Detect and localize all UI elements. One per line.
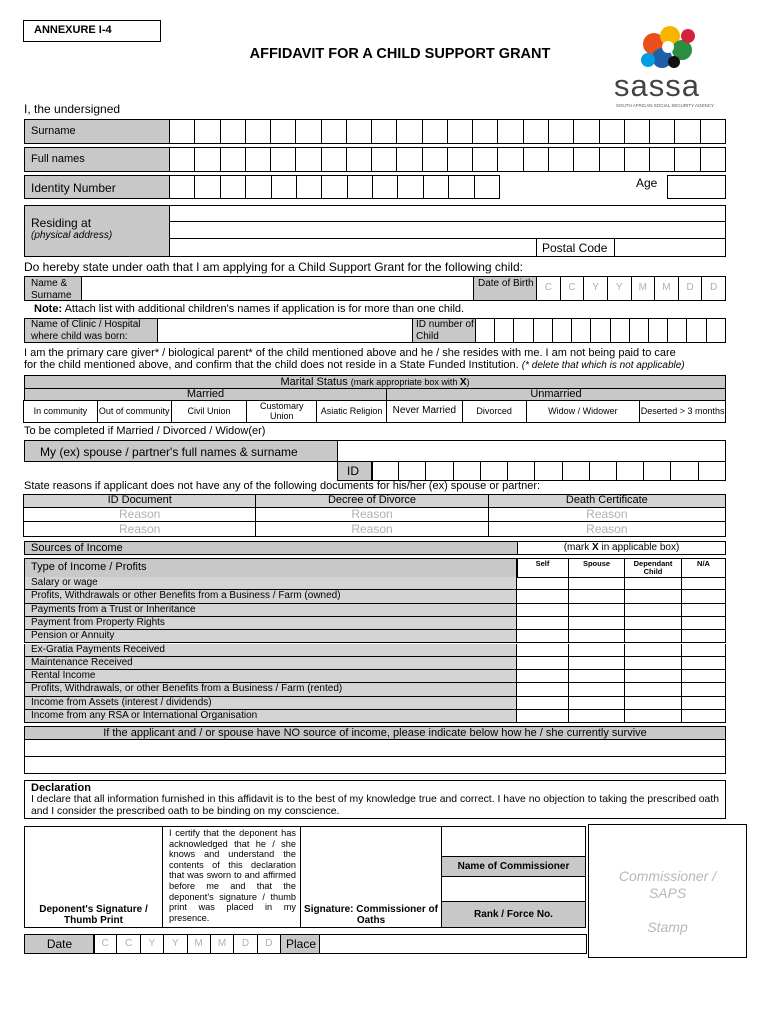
child-id-digit-box[interactable] <box>571 318 591 343</box>
income-row <box>24 644 726 657</box>
surname-char-box[interactable] <box>371 119 397 144</box>
surname-char-box[interactable] <box>245 119 271 144</box>
income-mark-box[interactable] <box>625 590 682 603</box>
doc-header: ID Document <box>23 494 256 508</box>
spouse-id-digit-box[interactable] <box>616 461 644 481</box>
income-mark-box[interactable] <box>625 697 682 710</box>
surname-char-box[interactable] <box>472 119 498 144</box>
income-mark-box[interactable] <box>569 657 625 670</box>
income-mark-box[interactable] <box>682 644 726 657</box>
income-col-header: Self <box>516 558 569 578</box>
marital-option[interactable]: Civil Union <box>171 400 248 423</box>
income-type-label: Ex-Gratia Payments Received <box>24 644 517 657</box>
note-line <box>34 303 464 315</box>
full-names-label: Full names <box>24 147 170 172</box>
child-dob-box[interactable]: M <box>654 276 679 301</box>
marital-options <box>24 400 726 423</box>
declaration-text: I declare that all information furnished in this affidavit is to the best of my knowledge true and correct. I have no objection to taking the prescribed oath and I consider the prescribed oath to be binding on my conscience. <box>31 794 719 817</box>
income-mark-box[interactable] <box>682 590 726 603</box>
doc-header: Death Certificate <box>488 494 726 508</box>
child-id-label: ID number of Child <box>412 318 476 343</box>
address-line-2[interactable] <box>169 221 726 239</box>
income-col-headers <box>517 558 726 578</box>
logo-text: sassa <box>614 68 700 103</box>
child-id-boxes[interactable] <box>476 318 726 343</box>
income-mark-box[interactable] <box>517 604 569 617</box>
date-box[interactable]: Y <box>163 934 187 954</box>
marital-option[interactable]: Widow / Widower <box>526 400 641 423</box>
spouse-id-digit-box[interactable] <box>453 461 481 481</box>
full-names-char-box[interactable] <box>169 147 195 172</box>
child-dob-box[interactable]: D <box>678 276 703 301</box>
surname-char-box[interactable] <box>321 119 347 144</box>
surname-char-box[interactable] <box>599 119 625 144</box>
care-line-2-text: for the child mentioned above, and confirm that the child does not reside in a State Funded Institution. <box>24 359 519 371</box>
full-names-char-box[interactable] <box>396 147 422 172</box>
income-type-label: Pension or Annuity <box>24 630 517 643</box>
income-mark-box[interactable] <box>517 670 569 683</box>
care-line-1: I am the primary care giver* / biological parent* of the child mentioned above and he / she resides with me. I am not being paid to care <box>24 347 676 359</box>
income-type-label: Income from Assets (interest / dividends) <box>24 697 517 710</box>
surname-char-box[interactable] <box>295 119 321 144</box>
sassa-logo <box>612 14 727 110</box>
child-id-digit-box[interactable] <box>475 318 495 343</box>
income-type-label: Rental Income <box>24 670 517 683</box>
full-names-char-box[interactable] <box>472 147 498 172</box>
income-mark-box[interactable] <box>682 670 726 683</box>
spouse-id-digit-box[interactable] <box>670 461 698 481</box>
spouse-id-digit-box[interactable] <box>425 461 453 481</box>
residing-label <box>24 205 170 257</box>
surname-label: Surname <box>24 119 170 144</box>
spouse-id-digit-box[interactable] <box>480 461 508 481</box>
full-names-char-box[interactable] <box>295 147 321 172</box>
income-mark-box[interactable] <box>517 617 569 630</box>
no-income-header: If the applicant and / or spouse have NO source of income, please indicate below how he / she currently survive <box>24 726 726 740</box>
age-label: Age <box>636 176 658 190</box>
date-box[interactable]: M <box>187 934 211 954</box>
unmarried-header: Unmarried <box>386 388 726 401</box>
surname-char-box[interactable] <box>573 119 599 144</box>
income-mark-box[interactable] <box>517 697 569 710</box>
date-box[interactable]: D <box>233 934 257 954</box>
id-digit-box[interactable] <box>271 175 297 199</box>
certify-text: I certify that the deponent has acknowledged that he / she knows and understand the contents of this declaration that was sworn to and affirmed before me and that the deponent's signature / thumb print was placed in my presence. <box>162 826 301 928</box>
residing-sub: (physical address) <box>31 230 113 241</box>
marital-option[interactable]: Divorced <box>462 400 527 423</box>
id-digit-box[interactable] <box>347 175 373 199</box>
spouse-id-label: ID <box>337 461 373 481</box>
income-mark-box[interactable] <box>625 710 682 723</box>
income-mark-box[interactable] <box>569 697 625 710</box>
income-col-header: Spouse <box>568 558 625 578</box>
spouse-id-digit-box[interactable] <box>371 461 399 481</box>
full-names-char-box[interactable] <box>422 147 448 172</box>
declaration-title: Declaration <box>31 782 91 794</box>
id-digit-box[interactable] <box>423 175 449 199</box>
marital-option[interactable]: Deserted > 3 months <box>639 400 726 423</box>
income-mark-box[interactable] <box>625 630 682 643</box>
note-bold: Note: <box>34 303 63 315</box>
spouse-id-digit-box[interactable] <box>643 461 671 481</box>
child-id-digit-box[interactable] <box>494 318 514 343</box>
child-dob-box[interactable]: C <box>536 276 561 301</box>
income-mark-box[interactable] <box>625 617 682 630</box>
id-digit-box[interactable] <box>220 175 246 199</box>
income-mark-box[interactable] <box>569 590 625 603</box>
doc-header: Decree of Divorce <box>255 494 488 508</box>
spouse-id-digit-box[interactable] <box>507 461 535 481</box>
residing-at: Residing at <box>31 216 92 230</box>
income-mark-box[interactable] <box>682 617 726 630</box>
surname-char-box[interactable] <box>270 119 296 144</box>
income-row <box>24 710 726 723</box>
date-box[interactable]: M <box>210 934 234 954</box>
mark-note <box>517 541 726 555</box>
date-box[interactable]: C <box>116 934 140 954</box>
postal-code-label: Postal Code <box>536 238 615 257</box>
child-id-digit-box[interactable] <box>533 318 553 343</box>
full-names-char-box[interactable] <box>220 147 246 172</box>
note-text: Attach list with additional children's names if application is for more than one child. <box>64 303 465 315</box>
spouse-intro: To be completed if Married / Divorced / Widow(er) <box>24 425 266 437</box>
stamp-line-2: SAPS <box>648 885 687 901</box>
full-names-char-box[interactable] <box>649 147 675 172</box>
full-names-char-box[interactable] <box>624 147 650 172</box>
deponent-signature-label: Deponent's Signature / Thumb Print <box>39 904 148 926</box>
marital-note: (mark appropriate box with <box>350 377 460 387</box>
income-mark-box[interactable] <box>517 590 569 603</box>
income-mark-box[interactable] <box>682 577 726 590</box>
full-names-char-box[interactable] <box>270 147 296 172</box>
date-label: Date <box>24 934 95 954</box>
child-id-digit-box[interactable] <box>610 318 630 343</box>
income-mark-box[interactable] <box>517 577 569 590</box>
child-name-field[interactable] <box>81 276 474 301</box>
logo-subtext: SOUTH AFRICAN SOCIAL SECURITY AGENCY <box>616 103 715 108</box>
income-mark-box[interactable] <box>682 657 726 670</box>
address-line-3[interactable] <box>169 238 537 257</box>
full-names-char-box[interactable] <box>194 147 220 172</box>
intro-text: I, the undersigned <box>24 102 121 116</box>
income-row <box>24 604 726 617</box>
income-mark-box[interactable] <box>569 644 625 657</box>
child-id-digit-box[interactable] <box>629 318 649 343</box>
child-id-digit-box[interactable] <box>686 318 706 343</box>
id-digit-box[interactable] <box>296 175 322 199</box>
spouse-id-boxes[interactable] <box>372 461 726 481</box>
income-mark-box[interactable] <box>569 670 625 683</box>
income-mark-box[interactable] <box>569 577 625 590</box>
marital-title: Marital Status <box>280 376 348 388</box>
care-line-2 <box>24 359 685 371</box>
income-mark-box[interactable] <box>517 683 569 696</box>
reason-field[interactable]: Reason <box>23 521 256 537</box>
income-mark-box[interactable] <box>625 644 682 657</box>
income-col-header: Dependant Child <box>624 558 682 578</box>
child-id-digit-box[interactable] <box>513 318 533 343</box>
surname-char-box[interactable] <box>674 119 700 144</box>
income-row <box>24 577 726 590</box>
full-names-char-box[interactable] <box>523 147 549 172</box>
income-mark-box[interactable] <box>625 577 682 590</box>
surname-char-box[interactable] <box>346 119 372 144</box>
spouse-id-digit-box[interactable] <box>534 461 562 481</box>
sassa-hands-icon <box>612 14 727 74</box>
income-mark-box[interactable] <box>517 710 569 723</box>
date-boxes[interactable] <box>94 934 281 954</box>
reason-field[interactable]: Reason <box>255 521 488 537</box>
income-type-label: Income from any RSA or International Organisation <box>24 710 517 723</box>
reason-field[interactable]: Reason <box>488 507 726 522</box>
full-names-boxes[interactable] <box>170 147 726 172</box>
no-income-line-1[interactable] <box>24 739 726 757</box>
income-row <box>24 683 726 696</box>
care-line-2-note: (* delete that which is not applicable) <box>521 360 685 371</box>
surname-char-box[interactable] <box>523 119 549 144</box>
marital-x: X <box>459 377 467 388</box>
full-names-char-box[interactable] <box>321 147 347 172</box>
child-dob-box[interactable]: Y <box>583 276 608 301</box>
income-mark-box[interactable] <box>625 683 682 696</box>
reason-row-2[interactable] <box>24 521 726 537</box>
full-names-char-box[interactable] <box>573 147 599 172</box>
date-box[interactable]: D <box>257 934 281 954</box>
reason-field[interactable]: Reason <box>255 507 488 522</box>
reason-field[interactable]: Reason <box>488 521 726 537</box>
id-digit-box[interactable] <box>474 175 500 199</box>
child-dob-box[interactable]: C <box>560 276 585 301</box>
marital-status-header <box>24 375 726 389</box>
stamp-line-3: Stamp <box>647 919 688 935</box>
surname-char-box[interactable] <box>700 119 726 144</box>
income-type-label: Profits, Withdrawals or other Benefits from a Business / Farm (owned) <box>24 590 517 603</box>
income-mark-box[interactable] <box>517 630 569 643</box>
no-income-line-2[interactable] <box>24 756 726 774</box>
id-digit-box[interactable] <box>169 175 195 199</box>
income-mark-box[interactable] <box>569 683 625 696</box>
full-names-char-box[interactable] <box>700 147 726 172</box>
full-names-char-box[interactable] <box>346 147 372 172</box>
reasons-text: State reasons if applicant does not have any of the following documents for his/her (ex) spouse or partner: <box>24 480 541 492</box>
identity-number-label: Identity Number <box>24 175 170 199</box>
id-digit-box[interactable] <box>397 175 423 199</box>
place-field[interactable] <box>319 934 587 954</box>
child-dob-box[interactable]: D <box>701 276 726 301</box>
income-mark-box[interactable] <box>569 617 625 630</box>
stamp-box <box>588 824 747 958</box>
date-box[interactable]: Y <box>140 934 164 954</box>
full-names-char-box[interactable] <box>599 147 625 172</box>
type-income-label: Type of Income / Profits <box>24 558 518 578</box>
income-mark-box[interactable] <box>517 657 569 670</box>
reason-row-1[interactable] <box>24 507 726 522</box>
surname-char-box[interactable] <box>169 119 195 144</box>
child-id-digit-box[interactable] <box>667 318 687 343</box>
full-names-char-box[interactable] <box>674 147 700 172</box>
marital-option[interactable]: Never Married <box>386 400 463 423</box>
age-field[interactable] <box>667 175 726 199</box>
marital-note-end: ) <box>466 377 470 387</box>
income-type-label: Profits, Withdrawals, or other Benefits from a Business / Farm (rented) <box>24 683 517 696</box>
full-names-char-box[interactable] <box>245 147 271 172</box>
spouse-id-digit-box[interactable] <box>698 461 726 481</box>
child-id-digit-box[interactable] <box>552 318 572 343</box>
income-mark-box[interactable] <box>682 710 726 723</box>
mark-note-a: (mark <box>563 542 593 553</box>
income-type-label: Maintenance Received <box>24 657 517 670</box>
identity-number-boxes[interactable] <box>170 175 500 199</box>
income-mark-box[interactable] <box>682 604 726 617</box>
id-digit-box[interactable] <box>448 175 474 199</box>
address-line-1[interactable] <box>169 205 726 222</box>
income-mark-box[interactable] <box>625 604 682 617</box>
income-row <box>24 590 726 603</box>
full-names-char-box[interactable] <box>447 147 473 172</box>
surname-char-box[interactable] <box>624 119 650 144</box>
clinic-field[interactable] <box>157 318 413 343</box>
commissioner-name-label: Name of Commissioner <box>441 856 586 877</box>
spouse-names-field[interactable] <box>337 440 726 462</box>
spouse-id-digit-box[interactable] <box>398 461 426 481</box>
clinic-label: Name of Clinic / Hospital where child was born: <box>24 318 158 343</box>
income-type-label: Payment from Property Rights <box>24 617 517 630</box>
surname-char-box[interactable] <box>422 119 448 144</box>
income-row <box>24 630 726 643</box>
income-row <box>24 670 726 683</box>
surname-boxes[interactable] <box>170 119 726 144</box>
child-dob-boxes[interactable] <box>537 276 726 301</box>
married-header: Married <box>24 388 387 401</box>
postal-code-field[interactable] <box>614 238 726 257</box>
marital-option[interactable]: Customary Union <box>246 400 317 423</box>
surname-char-box[interactable] <box>497 119 523 144</box>
spouse-id-digit-box[interactable] <box>589 461 617 481</box>
income-mark-box[interactable] <box>625 670 682 683</box>
marital-option[interactable]: In community <box>23 400 98 423</box>
marital-option[interactable]: Out of community <box>97 400 172 423</box>
declaration-box <box>24 780 726 819</box>
income-mark-box[interactable] <box>682 697 726 710</box>
id-digit-box[interactable] <box>321 175 347 199</box>
annexure-label: ANNEXURE I-4 <box>23 20 161 42</box>
commissioner-signature-label: Signature: Commissioner of Oaths <box>304 904 438 926</box>
spouse-id-digit-box[interactable] <box>562 461 590 481</box>
income-type-label: Payments from a Trust or Inheritance <box>24 604 517 617</box>
surname-char-box[interactable] <box>396 119 422 144</box>
mark-note-x: X <box>592 542 599 553</box>
income-row <box>24 617 726 630</box>
income-mark-box[interactable] <box>569 604 625 617</box>
income-col-header: N/A <box>681 558 726 578</box>
stamp-line-1: Commissioner / <box>618 868 717 884</box>
commissioner-name-field[interactable] <box>441 826 586 857</box>
surname-char-box[interactable] <box>447 119 473 144</box>
child-dob-box[interactable]: M <box>631 276 656 301</box>
mark-note-b: in applicable box) <box>598 542 680 553</box>
surname-char-box[interactable] <box>649 119 675 144</box>
income-mark-box[interactable] <box>682 683 726 696</box>
full-names-char-box[interactable] <box>371 147 397 172</box>
child-id-digit-box[interactable] <box>706 318 726 343</box>
child-id-digit-box[interactable] <box>648 318 668 343</box>
date-box[interactable]: C <box>93 934 117 954</box>
rank-label: Rank / Force No. <box>441 901 586 928</box>
income-mark-box[interactable] <box>625 657 682 670</box>
income-row <box>24 657 726 670</box>
rank-field[interactable] <box>441 876 586 902</box>
surname-char-box[interactable] <box>220 119 246 144</box>
income-mark-box[interactable] <box>569 630 625 643</box>
child-dob-label: Date of Birth <box>473 276 537 301</box>
id-digit-box[interactable] <box>372 175 398 199</box>
oath-text: Do hereby state under oath that I am applying for a Child Support Grant for the following child: <box>24 260 523 274</box>
surname-char-box[interactable] <box>194 119 220 144</box>
reason-field[interactable]: Reason <box>23 507 256 522</box>
sources-income-label: Sources of Income <box>24 541 518 555</box>
child-name-label: Name & Surname <box>24 276 82 301</box>
income-row <box>24 697 726 710</box>
income-mark-box[interactable] <box>517 644 569 657</box>
page-title: AFFIDAVIT FOR A CHILD SUPPORT GRANT <box>249 46 551 62</box>
place-label: Place <box>280 934 320 954</box>
spouse-names-label: My (ex) spouse / partner's full names & surname <box>24 440 338 462</box>
full-names-char-box[interactable] <box>497 147 523 172</box>
income-mark-box[interactable] <box>569 710 625 723</box>
income-type-label: Salary or wage <box>24 577 517 590</box>
child-id-digit-box[interactable] <box>590 318 610 343</box>
income-mark-box[interactable] <box>682 630 726 643</box>
doc-headers <box>24 494 726 508</box>
child-dob-box[interactable]: Y <box>607 276 632 301</box>
full-names-char-box[interactable] <box>548 147 574 172</box>
marital-option[interactable]: Asiatic Religion <box>316 400 387 423</box>
id-digit-box[interactable] <box>245 175 271 199</box>
id-digit-box[interactable] <box>194 175 220 199</box>
surname-char-box[interactable] <box>548 119 574 144</box>
